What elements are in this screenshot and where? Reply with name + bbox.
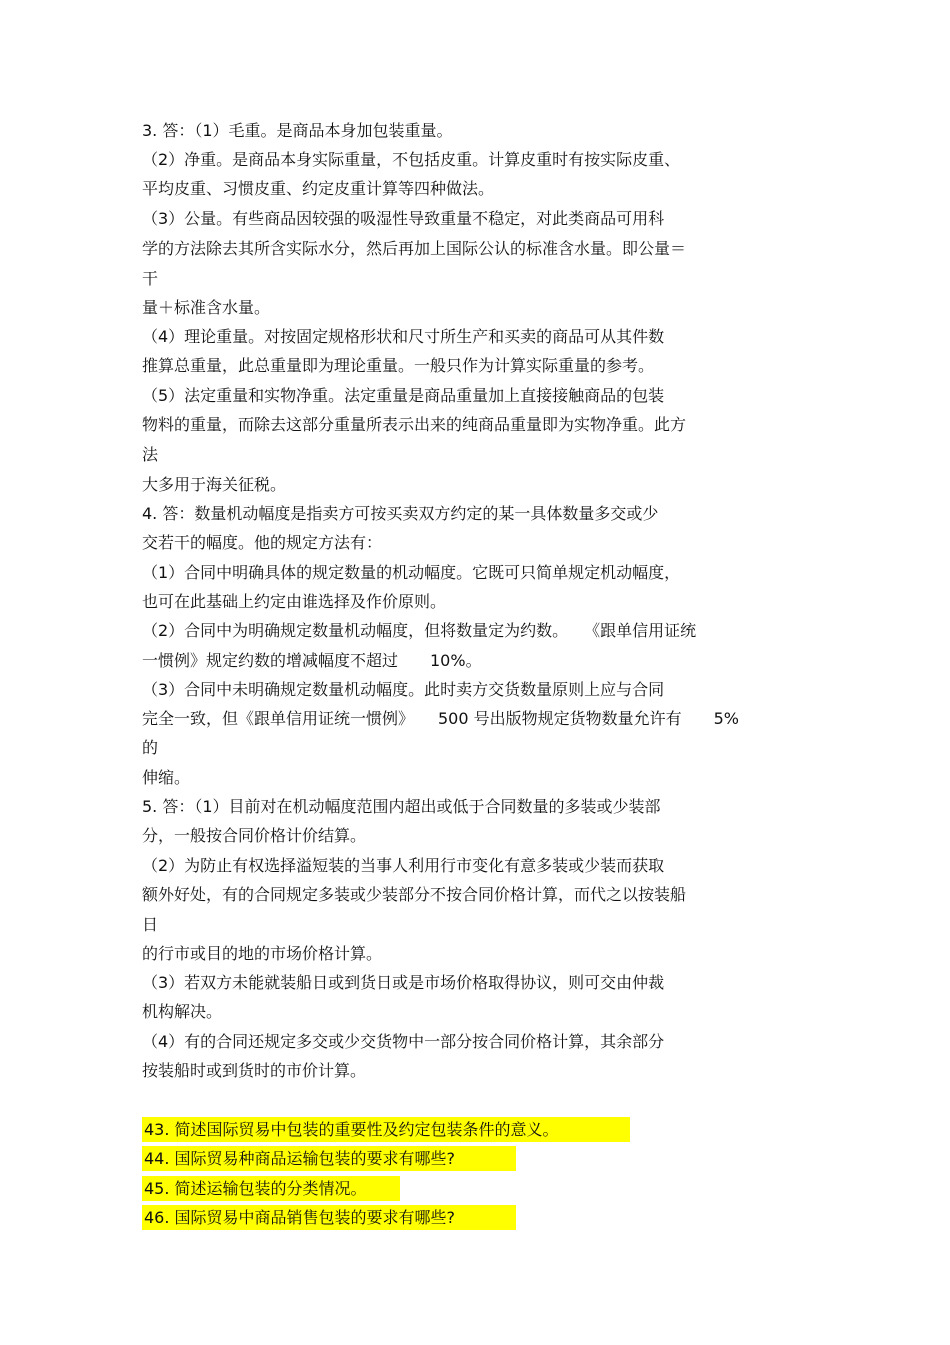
answer-line: 干 [142,269,159,288]
answer-line: 5. 答：（1）目前对在机动幅度范围内超出或低于合同数量的多装或少装部 [142,797,661,816]
answer-line: 推算总重量，此总重量即为理论重量。一般只作为计算实际重量的参考。 [142,356,655,375]
answer-line: 大多用于海关征税。 [142,475,287,494]
answer-line: 分，一般按合同价格计价结算。 [142,826,367,845]
answer-line: 日 [142,915,159,934]
answer-line: 量＋标准含水量。 [142,298,271,317]
answer-line: （4）有的合同还规定多交或少交货物中一部分按合同价格计算，其余部分 [142,1032,665,1051]
answer-line: 的 [142,738,159,757]
answer-line: 伸缩。 [142,768,191,787]
answer-line: 机构解决。 [142,1002,223,1021]
answer-line: 一惯例》规定约数的增减幅度不超过 10%。 [142,651,482,670]
question-highlight: 46. 国际贸易中商品销售包装的要求有哪些? [142,1205,516,1230]
answer-line: 物料的重量，而除去这部分重量所表示出来的纯商品重量即为实物净重。此方 [142,415,687,434]
answer-line: 额外好处，有的合同规定多装或少装部分不按合同价格计算，而代之以按装船 [142,885,687,904]
answer-line: （2）净重。是商品本身实际重量，不包括皮重。计算皮重时有按实际皮重、 [142,150,681,169]
answer-line: 平均皮重、习惯皮重、约定皮重计算等四种做法。 [142,179,495,198]
answer-line: （3）若双方未能就装船日或到货日或是市场价格取得协议，则可交由仲裁 [142,973,665,992]
answer-line: 交若干的幅度。他的规定方法有： [142,533,383,552]
answer-line: 也可在此基础上约定由谁选择及作价原则。 [142,592,447,611]
answer-line: 的行市或目的地的市场价格计算。 [142,944,383,963]
answer-line: 3. 答：（1）毛重。是商品本身加包装重量。 [142,121,453,140]
answer-line: （2）合同中为明确规定数量机动幅度，但将数量定为约数。 《跟单信用证统 [142,621,697,640]
answer-line: （3）合同中未明确规定数量机动幅度。此时卖方交货数量原则上应与合同 [142,680,665,699]
answer-line: （3）公量。有些商品因较强的吸湿性导致重量不稳定，对此类商品可用科 [142,209,665,228]
answer-line: （4）理论重量。对按固定规格形状和尺寸所生产和买卖的商品可从其件数 [142,327,665,346]
question-highlight: 43. 简述国际贸易中包装的重要性及约定包装条件的意义。 [142,1117,630,1142]
answer-line: （5）法定重量和实物净重。法定重量是商品重量加上直接接触商品的包装 [142,386,665,405]
question-highlight: 45. 简述运输包装的分类情况。 [142,1176,400,1201]
answer-line: （2）为防止有权选择溢短装的当事人利用行市变化有意多装或少装而获取 [142,856,665,875]
answer-line: 学的方法除去其所含实际水分，然后再加上国际公认的标准含水量。即公量＝ [142,239,687,258]
answer-line: 完全一致，但《跟单信用证统一惯例》 500 号出版物规定货物数量允许有 5% [142,709,740,728]
question-highlight: 44. 国际贸易种商品运输包装的要求有哪些? [142,1146,516,1171]
answer-line: 4. 答：数量机动幅度是指卖方可按买卖双方约定的某一具体数量多交或少 [142,504,659,523]
answer-line: 法 [142,445,159,464]
answer-line: （1）合同中明确具体的规定数量的机动幅度。它既可只简单规定机动幅度， [142,563,681,582]
answer-line: 按装船时或到货时的市价计算。 [142,1061,367,1080]
